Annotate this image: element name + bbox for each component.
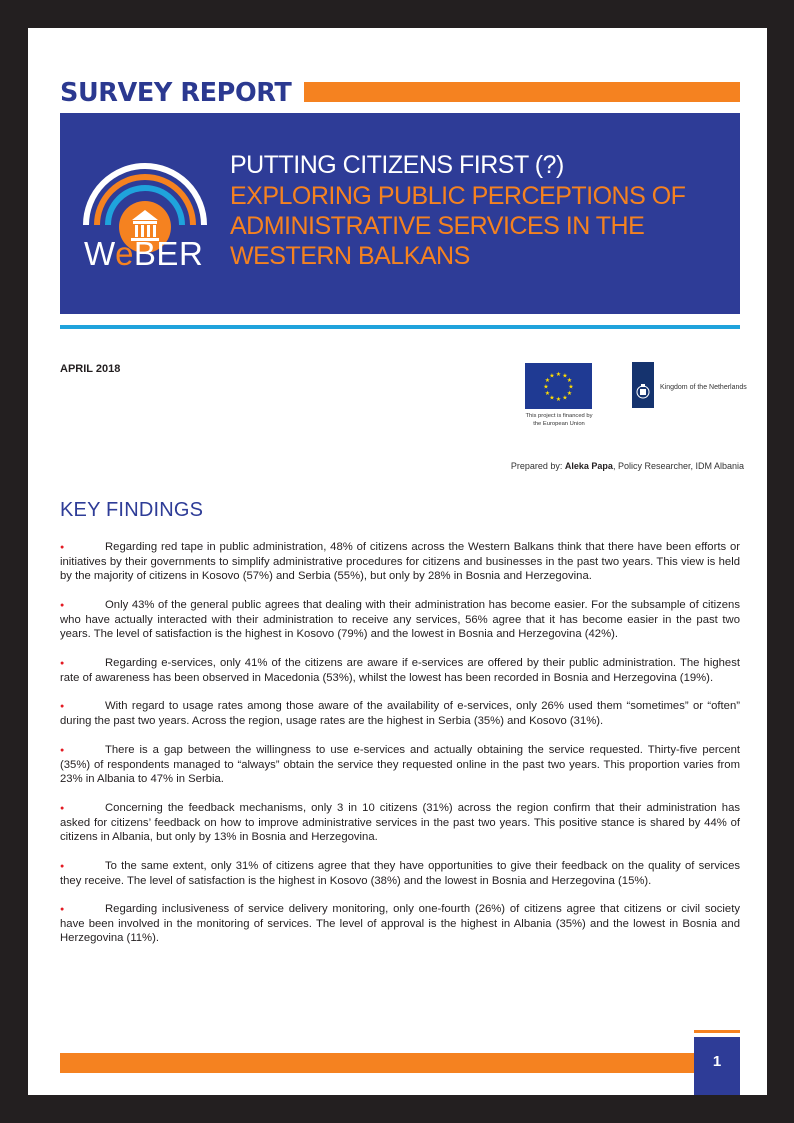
author-name: Aleka Papa: [564, 461, 613, 471]
svg-text:★: ★: [544, 377, 551, 384]
footer-accent-bar: [60, 1053, 694, 1073]
key-findings-heading: KEY FINDINGS: [60, 499, 204, 521]
bullet-icon: ●: [60, 862, 65, 870]
weber-logo-text: WeBER: [84, 235, 204, 272]
svg-text:★: ★: [544, 390, 551, 397]
prepared-by-line: Prepared by: Aleka Papa, Policy Researcher, IDM Albania: [510, 461, 744, 471]
svg-text:★: ★: [566, 377, 573, 384]
banner-title-question: PUTTING CITIZENS FIRST (?): [230, 151, 564, 179]
report-page: [28, 28, 767, 1095]
svg-text:★: ★: [549, 394, 555, 402]
svg-text:★: ★: [562, 394, 568, 402]
finding-item: ● There is a gap between the willingness to use e-services and actually obtaining the service requested. Thirty-five percent (35%) of respondents managed to “always” obtain the service they requested online in the past two years. This proportion varies from 23% in Albania to 47% in Serbia.: [60, 743, 740, 786]
svg-text:★: ★: [555, 396, 562, 403]
bullet-icon: ●: [60, 659, 65, 667]
netherlands-crest-icon: [632, 362, 654, 408]
svg-text:★: ★: [549, 372, 555, 380]
banner-subtitle: EXPLORING PUBLIC PERCEPTIONS OF ADMINISTRATIVE SERVICES IN THE WESTERN BALKANS: [230, 182, 686, 270]
finding-item: ● Regarding inclusiveness of service delivery monitoring, only one-fourth (26%) of citizens agree that citizens or civil society have been involved in the monitoring of services. The level of approval is the highest in Albania (35%) and the lowest in Bosnia and Herzegovina (11%).: [60, 903, 740, 945]
svg-text:★: ★: [566, 390, 573, 397]
key-findings-list: [60, 540, 740, 960]
page-number-accent: [694, 1030, 740, 1033]
report-type-title: SURVEY REPORT: [60, 78, 292, 108]
bullet-icon: ●: [60, 703, 65, 711]
svg-text:★: ★: [543, 383, 549, 391]
finding-item: ● Regarding e-services, only 41% of the citizens are aware if e-services are offered by their public administration. The highest rate of awareness has been observed in Macedonia (53%), whilst the lowest has been recorded in Bosnia and Herzegovina (19%).: [60, 656, 740, 684]
svg-text:★: ★: [555, 371, 562, 378]
page-number: 1: [694, 1037, 740, 1095]
header-accent-bar: [304, 82, 740, 102]
eu-flag-icon: [525, 363, 592, 409]
svg-text:★: ★: [568, 383, 574, 391]
finding-item: ● With regard to usage rates among those aware of the availability of e-services, only 26% used them “sometimes” or “often” during the past two years. Across the region, usage rates are the highest in Serbia (35%) and Kosovo (31%).: [60, 700, 740, 728]
bullet-icon: ●: [60, 544, 65, 551]
report-date: APRIL 2018: [60, 363, 121, 375]
banner-underline: [60, 325, 740, 329]
bullet-icon: ●: [60, 601, 65, 609]
title-banner: [60, 113, 740, 314]
netherlands-label: Kingdom of the Netherlands: [660, 384, 747, 391]
finding-item: ● Regarding red tape in public administration, 48% of citizens across the Western Balkans think that there have been efforts or initiatives by their governments to simplify administrative procedures for citizens and businesses in the past two years. This view is held by the majority of citizens in Kosovo (57%) and Serbia (55%), but only by 28% in Bosnia and Herzegovina.: [60, 541, 740, 583]
svg-text:★: ★: [562, 372, 568, 380]
finding-item: ● Only 43% of the general public agrees that dealing with their administration has become easier. For the subsample of citizens who have actually interacted with their administration to receive any services, 56% agree that it has become easier in the past two years. The level of satisfaction is the highest in Kosovo (79%) and the lowest in Bosnia and Herzegovina (42%).: [60, 598, 740, 640]
bullet-icon: ●: [60, 746, 65, 754]
bullet-icon: ●: [60, 906, 65, 914]
bullet-icon: ●: [60, 804, 65, 812]
finding-item: ● Concerning the feedback mechanisms, only 3 in 10 citizens (31%) across the region confirm that their administration has asked for citizens’ feedback on how to improve administrative services in the past two years. This positive stance is shared by 44% of citizens in Albania, but only by 13% in Bosnia and Herzegovina.: [60, 801, 740, 843]
finding-item: ● To the same extent, only 31% of citizens agree that they have opportunities to give their feedback on the quality of services they receive. The level of satisfaction is the highest in Kosovo (38%) and the lowest in Bosnia and Herzegovina (15%).: [60, 859, 740, 887]
eu-funding-caption: This project is financed by the European Union: [525, 413, 593, 427]
